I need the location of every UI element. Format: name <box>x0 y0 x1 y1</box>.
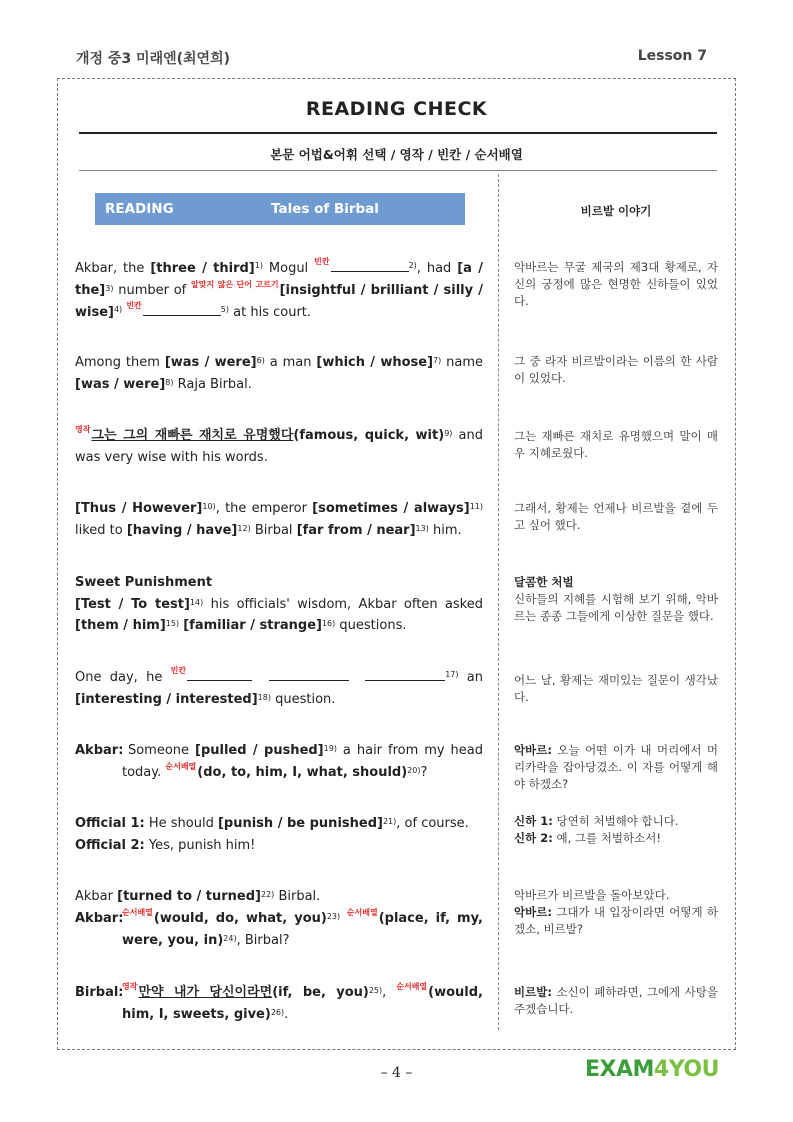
translation-3: 그는 재빠른 재치로 유명했으며 말이 매우 지혜로웠다. <box>514 429 718 460</box>
choice-10[interactable]: [Thus / However] <box>75 501 203 516</box>
choice-7[interactable]: [which / whose] <box>316 355 434 370</box>
speaker-label: Official 1: <box>75 816 145 831</box>
page-title: READING CHECK <box>305 98 488 120</box>
question-number: 6) <box>256 356 265 365</box>
translation-text: 당연히 처벌해야 합니다. <box>552 814 679 828</box>
choice-15[interactable]: [them / him] <box>75 618 166 633</box>
text: him. <box>428 522 462 538</box>
question-number: 2) <box>408 261 417 270</box>
translation-10 <box>514 984 718 1018</box>
translation-text: 오늘 어떤 이가 내 머리에서 머리카락을 잡아당겼소. 이 자를 어떻게 해야 하겠소? <box>514 743 718 791</box>
order-hint-24[interactable]: (place, if, my, were, you, in) <box>122 911 483 948</box>
translation-2: 그 중 라자 비르발이라는 이름의 한 사람이 있었다. <box>514 354 718 385</box>
question-number: 4) <box>113 305 123 314</box>
translation-text: 악바르가 비르발을 돌아보았다. <box>514 888 670 902</box>
speaker-label: 악바르: <box>514 743 552 757</box>
choice-12[interactable]: [having / have] <box>126 522 238 538</box>
choice-11[interactable]: [sometimes / always] <box>312 501 470 516</box>
passage-paragraph-4 <box>75 498 483 541</box>
text: liked to <box>75 522 127 538</box>
speaker-label: 악바르: <box>514 905 552 919</box>
section-heading: Sweet Punishment <box>75 575 213 590</box>
speaker-label: 신하 1: <box>514 814 553 828</box>
translation-8 <box>514 813 718 847</box>
text: number of <box>113 282 192 298</box>
compose-hint-25: (if, be, you) <box>272 985 369 1000</box>
tag-order: 순서배열 <box>346 908 378 917</box>
logo-text-a: EXAM <box>585 1057 654 1082</box>
text: and was very wise with his words. <box>75 428 484 465</box>
question-number: 26) <box>270 1007 285 1017</box>
tag-blank: 빈칸 <box>314 257 330 266</box>
text: question. <box>270 691 336 707</box>
text: Mogul <box>262 261 315 276</box>
text: Birbal. <box>274 889 321 904</box>
speaker-label: 신하 2: <box>514 831 553 845</box>
question-number: 21) <box>382 817 397 826</box>
tag-order: 순서배열 <box>122 908 153 917</box>
brand-logo <box>585 1057 719 1082</box>
translation-text: 소신이 폐하라면, 그에게 사탕을 주겠습니다. <box>514 985 718 1016</box>
passage-paragraph-7 <box>75 740 483 783</box>
compose-prompt-25[interactable]: 만약 내가 당신이라면 <box>138 985 273 1000</box>
passage-paragraph-5 <box>75 572 483 637</box>
compose-hint-9: (famous, quick, wit) <box>293 428 445 443</box>
translation-text: 그대가 내 입장이라면 어떻게 하겠소, 비르발? <box>514 905 718 936</box>
page-subtitle: 본문 어법&어휘 선택 / 영작 / 빈칸 / 순서배열 <box>270 147 523 162</box>
choice-21[interactable]: [punish / be punished] <box>217 816 383 831</box>
title-rule <box>79 132 717 134</box>
text: ? <box>420 764 428 780</box>
passage-paragraph-10: Birbal:$^{영작}$만약 내가 당신이라면(if, be, you)$^{25)}$, $^{순서배열}$(would, him, I, sweets, give)$^{26)}$. <box>75 982 483 1022</box>
question-number: 20) <box>407 765 421 775</box>
text: an <box>458 670 483 685</box>
text: , the emperor <box>215 501 313 516</box>
speaker-label: Birbal: <box>75 985 124 1000</box>
text: a hair from my head today. <box>122 743 483 780</box>
choice-22[interactable]: [turned to / turned] <box>117 889 261 904</box>
choice-13[interactable]: [far from / near] <box>296 522 416 538</box>
logo-text-b: 4YOU <box>653 1057 719 1082</box>
text: at his court. <box>229 305 312 320</box>
passage-paragraph-9 <box>75 886 483 908</box>
question-number: 3) <box>105 283 114 293</box>
tag-choose-wrong: 알맞지 않은 단어 고르기 <box>191 279 279 289</box>
subtitle-rule <box>79 170 717 171</box>
question-number: 12) <box>237 523 251 533</box>
blank-17a[interactable] <box>187 666 252 681</box>
choice-8[interactable]: [was / were] <box>75 376 166 392</box>
tag-blank: 빈칸 <box>126 301 142 310</box>
speaker-label: Akbar: <box>75 743 124 758</box>
question-number: 23) <box>326 912 341 921</box>
text: Among them <box>75 355 165 370</box>
choice-4[interactable]: [insightful / brilliant / silly / wise] <box>75 282 483 320</box>
text: He should <box>144 816 218 831</box>
question-number: 9) <box>444 429 453 438</box>
question-number: 17) <box>445 670 459 679</box>
order-hint-26[interactable]: (would, him, I, sweets, give) <box>122 985 483 1022</box>
question-number: 19) <box>323 744 337 753</box>
text: , of course. <box>396 816 469 831</box>
text: One day, he <box>75 670 171 685</box>
translation-1: 악바르는 무굴 제국의 제3대 황제로, 자신의 궁정에 많은 현명한 신하들이 있었다. <box>514 260 718 308</box>
choice-3[interactable]: [a / the] <box>75 261 484 298</box>
translation-7 <box>514 742 718 793</box>
question-number: 22) <box>261 890 275 899</box>
choice-19[interactable]: [pulled / pushed] <box>195 743 324 758</box>
text: Raja Birbal. <box>173 376 252 392</box>
text: Yes, punish him! <box>144 837 256 853</box>
blank-17b[interactable] <box>269 666 349 681</box>
text: , had <box>416 261 458 276</box>
passage-paragraph-6 <box>75 666 483 710</box>
passage-paragraph-3 <box>75 425 483 468</box>
page-number: – 4 – <box>380 1065 413 1081</box>
question-number: 13) <box>415 523 429 533</box>
text: Akbar, the <box>75 261 151 276</box>
choice-1[interactable]: [three / third] <box>150 261 255 276</box>
text: Birbal <box>250 522 297 538</box>
header-lesson: Lesson 7 <box>637 48 707 64</box>
blank-2[interactable] <box>331 257 409 272</box>
compose-prompt-9[interactable]: 그는 그의 재빠른 재치로 유명했다 <box>91 428 294 443</box>
text: Akbar <box>75 889 118 904</box>
passage-paragraph-8 <box>75 813 483 856</box>
passage-paragraph-1 <box>75 257 483 324</box>
speaker-label: Official 2: <box>75 837 145 853</box>
tag-compose: 영작 <box>122 982 138 991</box>
choice-14[interactable]: [Test / To test] <box>75 596 190 612</box>
question-number: 15) <box>165 619 180 628</box>
text: name <box>441 355 484 370</box>
tag-compose: 영작 <box>75 425 91 434</box>
text: a man <box>264 355 317 370</box>
header-course: 개정 중3 미래엔(최연희) <box>76 51 231 67</box>
question-number: 18) <box>257 692 271 702</box>
question-number: 1) <box>254 261 263 270</box>
translation-text: 신하들의 지혜를 시험해 보기 위해, 악바르는 종종 그들에게 이상한 질문을 했다. <box>514 592 718 623</box>
text: . <box>284 1006 289 1022</box>
question-number: 5) <box>220 305 230 314</box>
translation-4: 그래서, 황제는 언제나 비르발을 곁에 두고 싶어 했다. <box>514 501 718 532</box>
translation-text: 예, 그를 처벌하소서! <box>552 831 661 845</box>
question-number: 10) <box>202 502 216 511</box>
translation-5 <box>514 574 718 625</box>
translation-9 <box>514 887 718 938</box>
order-hint-20[interactable]: (do, to, him, I, what, should) <box>197 764 408 780</box>
question-number: 25) <box>368 986 383 995</box>
blank-5[interactable] <box>143 301 221 316</box>
question-number: 8) <box>165 377 174 387</box>
column-divider <box>498 174 499 1030</box>
passage-paragraph-9b <box>75 908 483 951</box>
reading-banner <box>95 193 465 225</box>
text: , Birbal? <box>236 932 290 948</box>
order-hint-23[interactable]: (would, do, what, you) <box>153 911 327 926</box>
speaker-label: 비르발: <box>514 985 552 999</box>
tag-order: 순서배열 <box>165 761 197 771</box>
choice-16[interactable]: [familiar / strange] <box>183 618 322 633</box>
banner-title: Tales of Birbal <box>271 201 379 217</box>
translation-6: 어느 날, 황제는 재미있는 질문이 생각났다. <box>514 673 718 704</box>
passage-paragraph-2 <box>75 352 483 395</box>
question-number: 7) <box>433 356 442 365</box>
choice-18[interactable]: [interesting / interested] <box>75 691 258 707</box>
text: his officials' wisdom, Akbar often asked <box>203 596 483 612</box>
question-number: 24) <box>223 933 237 943</box>
translation-heading: 달콤한 처벌 <box>514 575 574 589</box>
text: questions. <box>335 618 407 633</box>
tag-blank: 빈칸 <box>170 666 187 675</box>
question-number: 16) <box>321 619 336 628</box>
choice-6[interactable]: [was / were] <box>164 355 257 370</box>
question-number: 14) <box>189 597 204 607</box>
translation-header: 비르발 이야기 <box>580 204 652 218</box>
text: Someone <box>122 743 195 758</box>
speaker-label: Akbar: <box>75 911 124 926</box>
question-number: 11) <box>469 502 484 511</box>
blank-17c[interactable] <box>365 666 445 681</box>
tag-order: 순서배열 <box>396 982 428 991</box>
banner-label: READING <box>105 201 174 217</box>
